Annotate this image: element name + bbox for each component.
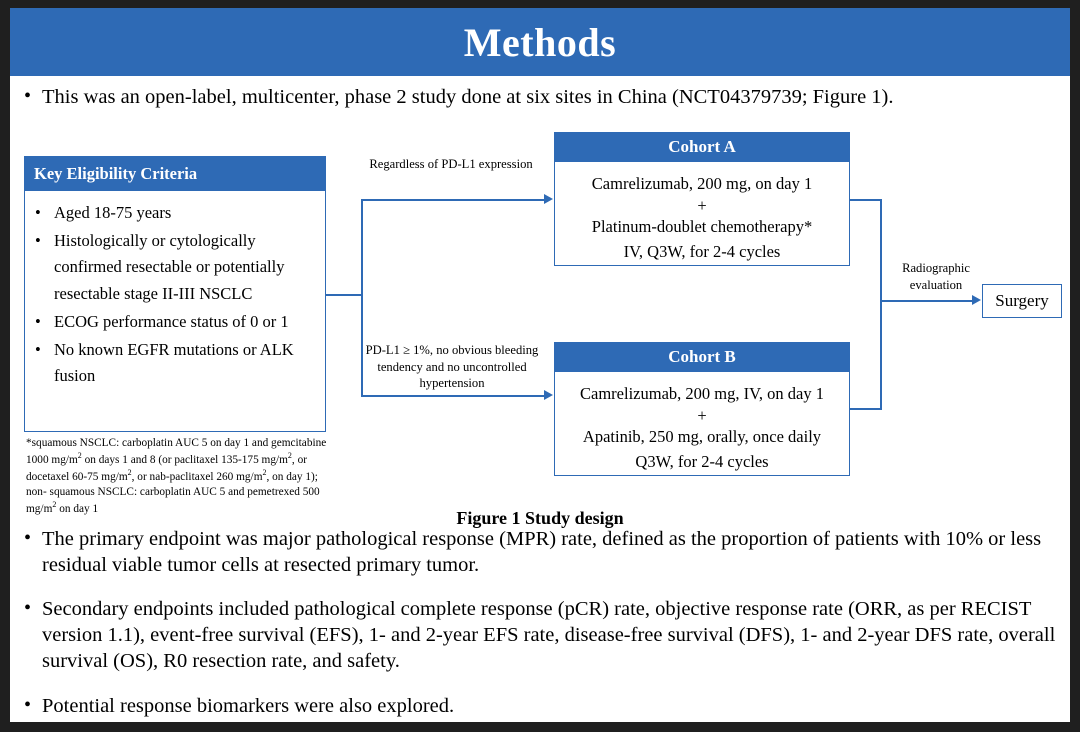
cohort-a-body <box>555 162 849 265</box>
eligibility-list <box>25 191 325 390</box>
bullet-marker: • <box>24 694 32 716</box>
bullet-secondary-endpoints-text: Secondary endpoints included pathological complete response (pCR) rate, objective response rate (ORR, as per RECIST version 1.1), event-free survival (EFS), 1- and 2-year EFS rate, disease-free survival (DFS), 1- and 2-year DFS rate, overall survival (OS), R0 resection rate, and safety. <box>42 598 1056 673</box>
cohort-a-line3: IV, Q3W, for 2-4 cycles <box>623 242 781 262</box>
eligibility-item-text: ECOG performance status of 0 or 1 <box>54 311 289 331</box>
radiographic-evaluation-label: Radiographic evaluation <box>902 261 970 292</box>
list-item <box>35 337 317 390</box>
footnote-sup: 2 <box>262 467 267 477</box>
bullet-secondary-endpoints <box>24 596 1060 675</box>
footnote-sup: 2 <box>127 467 132 477</box>
bullet-marker: • <box>35 203 41 222</box>
cohort-b-box <box>554 342 850 476</box>
footnote-part: , on day 1); non- <box>26 470 318 498</box>
bullet-marker: • <box>24 527 32 549</box>
list-item <box>35 309 317 336</box>
bullet-marker: • <box>24 85 32 107</box>
connector-cohort-a-out <box>850 199 882 201</box>
eligibility-item-text: No known EGFR mutations or ALK fusion <box>54 339 294 386</box>
bullet-marker: • <box>35 230 41 250</box>
footnote-sup: 2 <box>287 451 292 461</box>
arrow-surgery <box>972 295 981 305</box>
arrow-cohort-b <box>544 390 553 400</box>
footnote-part: on days 1 and 8 (or <box>81 453 172 466</box>
bullet-biomarkers <box>24 693 1060 719</box>
chemotherapy-footnote <box>26 436 338 516</box>
arrow-cohort-a <box>544 194 553 204</box>
eligibility-header: Key Eligibility Criteria <box>25 157 325 191</box>
cohort-a-line1: Camrelizumab, 200 mg, on day 1 <box>591 174 813 193</box>
cohort-b-line2: Apatinib, 250 mg, orally, once daily <box>582 426 822 446</box>
cohort-a-plus: + <box>697 195 707 215</box>
cohort-a-box <box>554 132 850 266</box>
cohort-b-line1: Camrelizumab, 200 mg, IV, on day 1 <box>580 384 824 403</box>
connector-to-cohort-a <box>361 199 545 201</box>
bullet-marker: • <box>24 597 32 619</box>
bullet-biomarkers-text: Potential response biomarkers were also explored. <box>42 695 455 717</box>
footnote-part: *squamous NSCLC: carboplatin AUC 5 on day 1 and gemcitabine 1000 mg/m <box>26 437 327 466</box>
cohort-a-header: Cohort A <box>555 133 849 162</box>
cohort-b-plus: + <box>697 405 707 425</box>
cohort-b-body <box>555 372 849 475</box>
bullet-intro <box>24 84 1060 110</box>
bullet-marker: • <box>35 339 41 359</box>
footnote-sup: 2 <box>52 499 57 509</box>
footnote-sup: 2 <box>77 451 82 461</box>
branch-label-bottom: PD-L1 ≥ 1%, no obvious bleeding tendency and no uncontrolled hypertension <box>365 343 539 391</box>
eligibility-item-text: Histologically or cytologically confirmed resectable or potentially resectable stage II-III NSCLC <box>54 230 285 304</box>
bullet-primary-endpoint <box>24 526 1060 578</box>
bullet-marker: • <box>35 311 41 331</box>
figure-caption: Figure 1 Study design <box>456 508 624 528</box>
study-design-diagram <box>14 118 1066 515</box>
footnote-part: on day 1 <box>56 502 99 515</box>
list-item <box>35 228 317 308</box>
cohort-a-line2: Platinum-doublet chemotherapy* <box>591 216 813 236</box>
bullet-intro-text: This was an open-label, multicenter, phase 2 study done at six sites in China (NCT04379739; Figure 1). <box>42 86 894 108</box>
footnote-part: , or nab-paclitaxel 260 mg/m <box>131 470 263 483</box>
bullet-primary-endpoint-text: The primary endpoint was major pathological response (MPR) rate, defined as the proportion of patients with 10% or less residual viable tumor cells at resected primary tumor. <box>42 528 1042 577</box>
eligibility-item-text: Aged 18-75 years <box>54 203 172 222</box>
footnote-part: paclitaxel 135-175 mg/m <box>174 453 288 466</box>
connector-cohort-b-out <box>850 408 882 410</box>
cohort-b-line3: Q3W, for 2-4 cycles <box>635 452 769 472</box>
connector-to-surgery <box>880 300 974 302</box>
cohort-b-header: Cohort B <box>555 343 849 372</box>
slide-title-bar <box>10 8 1070 76</box>
footnote-part: , or docetaxel 60-75 mg/m <box>26 453 307 483</box>
connector-to-cohort-b <box>361 395 545 397</box>
footnote-part: squamous NSCLC: carboplatin AUC 5 and pemetrexed 500 mg/m <box>26 485 320 515</box>
surgery-box: Surgery <box>982 284 1062 318</box>
connector-elig-trunk <box>326 294 362 296</box>
branch-label-top: Regardless of PD-L1 expression <box>369 157 533 171</box>
list-item <box>35 200 317 227</box>
eligibility-criteria-box <box>24 156 326 432</box>
page-title: Methods <box>463 19 617 65</box>
connector-merge-vertical <box>880 199 882 410</box>
